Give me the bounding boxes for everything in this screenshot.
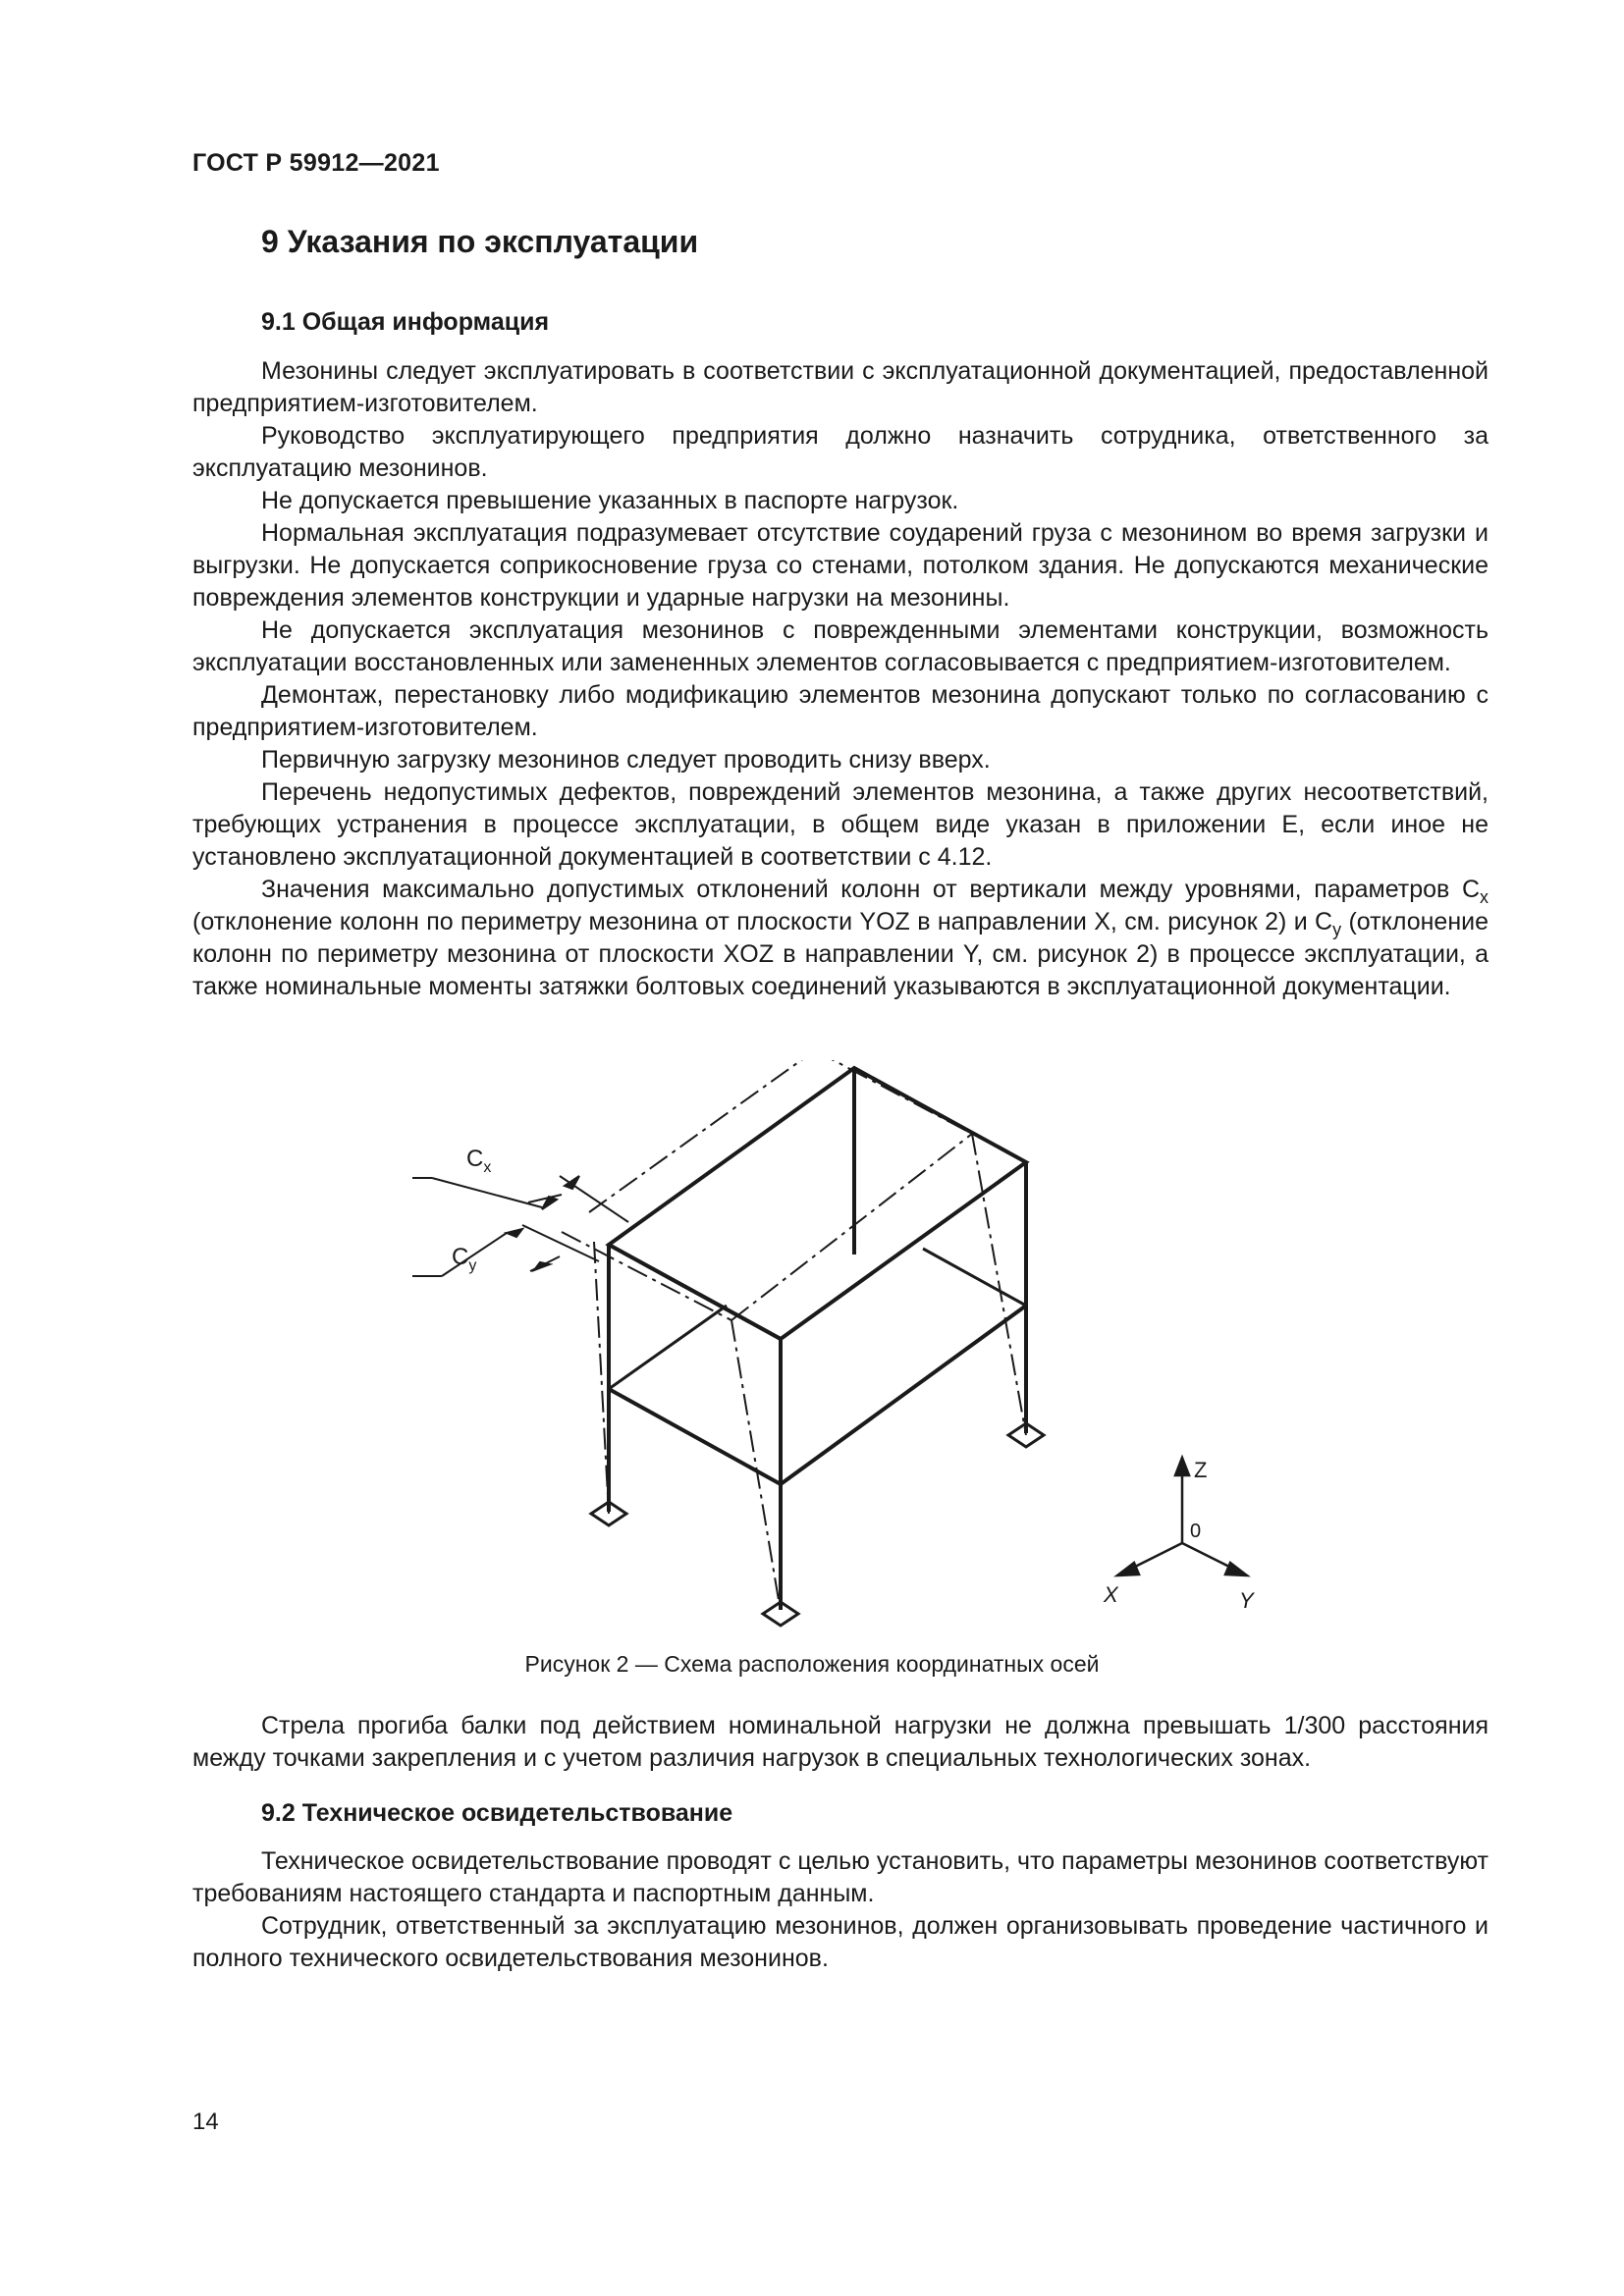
deflection-text <box>192 1710 1489 1775</box>
section-9-2-body <box>192 1845 1489 1975</box>
section-9-1-title: 9.1 Общая информация <box>261 308 550 336</box>
paragraph: Перечень недопустимых дефектов, повреждений элементов мезонина, а также других несоответствий, требующих устранения в процессе эксплуатации, в общем виде указан в приложении Е, если иное не установлено эксплуатационной документацией в соответствии с 4.12. <box>192 778 1489 871</box>
figure-2-caption: Рисунок 2 — Схема расположения координатных осей <box>524 1651 1100 1677</box>
lower-beam-front <box>781 1306 1026 1484</box>
axis-z-label: Z <box>1194 1458 1208 1482</box>
paragraph: Сотрудник, ответственный за эксплуатацию мезонинов, должен организовывать проведение частичного и полного технического освидетельствования мезонинов. <box>192 1912 1489 1972</box>
paragraph: Демонтаж, перестановку либо модификацию элементов мезонина допускают только по согласованию с предприятием-изготовителем. <box>192 681 1489 741</box>
paragraph: Мезонины следует эксплуатировать в соответствии с эксплуатационной документацией, предоставленной предприятием-изготовителем. <box>192 357 1489 417</box>
paragraph: Стрела прогиба балки под действием номинальной нагрузки не должна превышать 1/300 расстояния между точками закрепления и с учетом различия нагрузок в специальных технологических зонах. <box>192 1712 1489 1772</box>
top-platform-front-edge <box>609 1245 781 1339</box>
label-cx: $C_x$ <box>466 1146 492 1176</box>
axis-z-arrow <box>1175 1458 1189 1475</box>
paragraph-column-deviation: Значения максимально допустимых отклонений колонн от вертикали между уровнями, параметров $C_x$ (отклонение колонн по периметру мезонина от плоскости YOZ в направлении X, см. рисунок 2) и $C_y$ (отклонение колонн по периметру мезонина от плоскости XOZ в направлении Y, см. рисунок 2) в процессе эксплуатации, а также номинальные моменты затяжки болтовых соединений указываются в эксплуатационной документации. <box>192 876 1489 1000</box>
dimension-cx <box>412 1176 628 1222</box>
axis-x-label: X <box>1104 1582 1118 1607</box>
figure-2-axes-scheme <box>412 1060 1276 1629</box>
deviated-frame-lines <box>562 1060 1026 1612</box>
section-9-title: 9 Указания по эксплуатации <box>261 224 699 259</box>
axis-origin-label: 0 <box>1190 1521 1202 1542</box>
paragraph: Нормальная эксплуатация подразумевает отсутствие соударений груза с мезонином во время загрузки и выгрузки. Не допускается соприкосновение груза со стенами, потолком здания. Не допускаются механические повреждения элементов конструкции и ударные нагрузки на мезонины. <box>192 519 1489 612</box>
coordinate-axes <box>1117 1458 1247 1575</box>
top-platform-outline <box>609 1068 1026 1339</box>
section-9-2-title: 9.2 Техническое освидетельствование <box>261 1799 733 1827</box>
paragraph: Первичную загрузку мезонинов следует проводить снизу вверх. <box>261 746 991 774</box>
page-number: 14 <box>192 2109 219 2135</box>
axis-y-label: Y <box>1239 1588 1254 1613</box>
section-9-1-body <box>192 355 1489 1003</box>
axis-x-arrow <box>1117 1563 1139 1575</box>
axis-y-arrow <box>1225 1563 1247 1575</box>
lower-beam-left <box>609 1389 781 1484</box>
paragraph: Техническое освидетельствование проводят с целью установить, что параметры мезонинов соответствуют требованиям настоящего стандарта и паспортным данным. <box>192 1847 1489 1907</box>
paragraph: Не допускается превышение указанных в паспорте нагрузок. <box>261 487 959 514</box>
lower-beam-back-right <box>923 1249 1026 1306</box>
paragraph: Руководство эксплуатирующего предприятия должно назначить сотрудника, ответственного за эксплуатацию мезонинов. <box>192 422 1489 482</box>
label-cy: $C_y$ <box>452 1244 477 1274</box>
paragraph: Не допускается эксплуатация мезонинов с поврежденными элементами конструкции, возможность эксплуатации восстановленных или замененных элементов согласовывается с предприятием-изготовителем. <box>192 616 1489 676</box>
lower-beam-back-left <box>609 1306 727 1389</box>
document-header: ГОСТ Р 59912—2021 <box>192 149 440 177</box>
dimension-cy <box>412 1225 599 1276</box>
